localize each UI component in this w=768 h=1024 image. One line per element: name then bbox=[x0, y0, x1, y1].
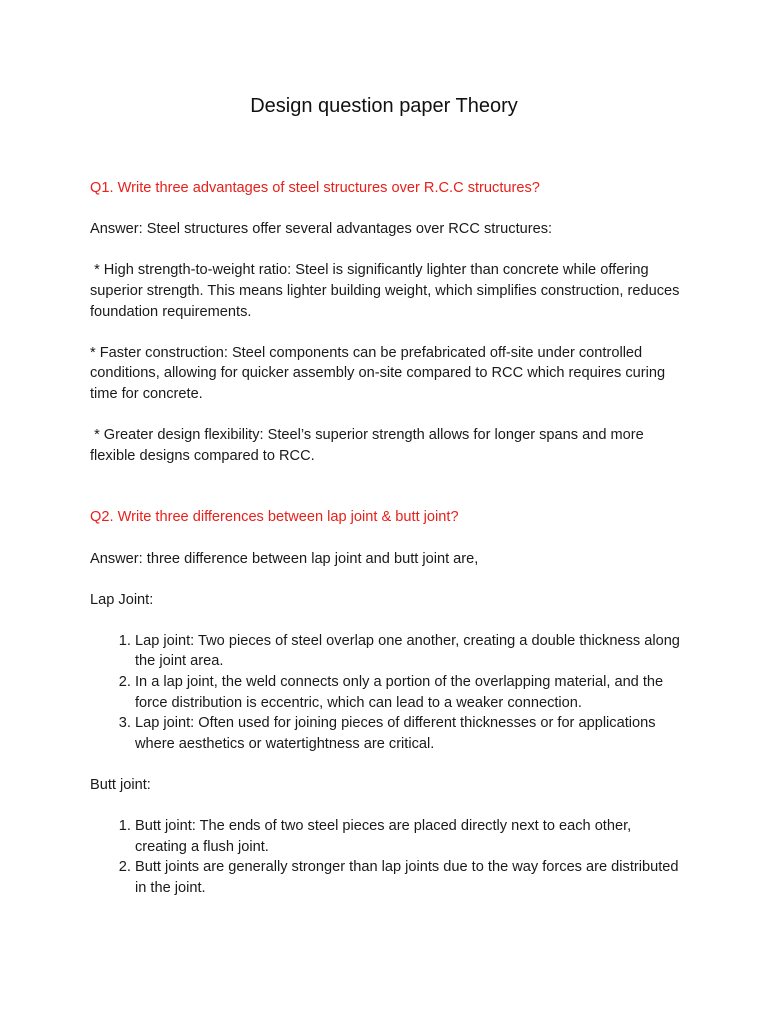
lap-joint-list bbox=[90, 631, 680, 755]
q1-point-3: * Greater design flexibility: Steel’s superior strength allows for longer spans and more flexible designs compared to RCC. bbox=[90, 427, 648, 464]
q1-point-2: * Faster construction: Steel components can be prefabricated off-site under controlled conditions, allowing for quicker assembly on-site compared to RCC which requires curing time for concrete. bbox=[90, 344, 670, 402]
list-item: 1. Lap joint: Two pieces of steel overlap one another, creating a double thickness along the joint area. bbox=[135, 631, 680, 672]
q1-point-1: * High strength-to-weight ratio: Steel is significantly lighter than concrete while offering superior strength. This means lighter building weight, which simplifies construction, reduces foundation requirements. bbox=[90, 262, 684, 320]
q1-answer-intro: Answer: Steel structures offer several advantages over RCC structures: bbox=[90, 221, 553, 238]
list-item: 1. Butt joint: The ends of two steel pieces are placed directly next to each other, creating a flush joint. bbox=[135, 816, 680, 857]
lap-joint-heading: Lap Joint: bbox=[90, 591, 154, 608]
list-item: 2. In a lap joint, the weld connects only a portion of the overlapping material, and the force distribution is eccentric, which can lead to a weaker connection. bbox=[135, 672, 680, 713]
question-1: Q1. Write three advantages of steel structures over R.C.C structures? bbox=[90, 180, 540, 196]
q2-answer-intro: Answer: three difference between lap joint and butt joint are, bbox=[90, 550, 479, 567]
list-item: 2. Butt joints are generally stronger than lap joints due to the way forces are distributed in the joint. bbox=[135, 857, 680, 898]
question-2: Q2. Write three differences between lap joint & butt joint? bbox=[90, 509, 459, 526]
document-body bbox=[90, 178, 684, 899]
document-title: Design question paper Theory bbox=[250, 95, 518, 117]
butt-joint-heading: Butt joint: bbox=[90, 777, 151, 794]
list-item: 3. Lap joint: Often used for joining pieces of different thicknesses or for applications where aesthetics or watertightness are critical. bbox=[135, 713, 680, 754]
butt-joint-list bbox=[90, 816, 680, 898]
